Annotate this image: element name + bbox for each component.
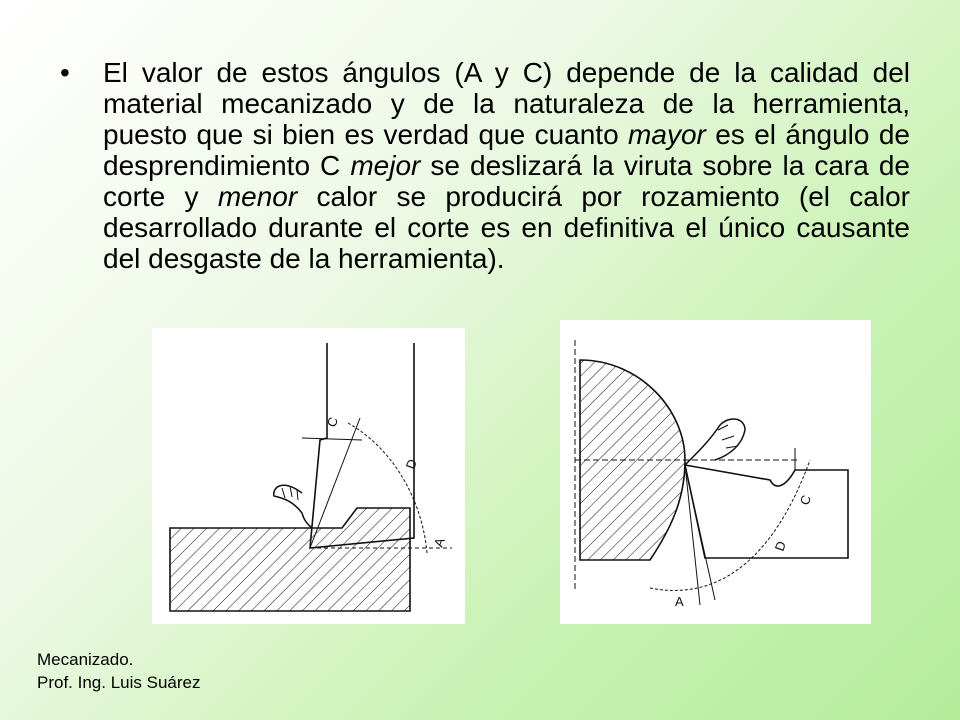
- paragraph-part-2: es el ángulo de desprendimiento C: [103, 119, 910, 181]
- bullet-point: •: [60, 57, 70, 88]
- right-label-a: A: [675, 594, 684, 609]
- paragraph-part-4: calor se producirá por rozamiento (el calor desarrollado durante el corte es en definitiva el único causante del desgaste de la herramienta).: [103, 181, 910, 274]
- footer-author: Prof. Ing. Luis Suárez: [37, 673, 201, 692]
- left-label-a: A: [430, 535, 448, 550]
- figure-right-cutting-tool: [560, 320, 871, 624]
- emphasis-mayor: mayor: [628, 119, 706, 150]
- paragraph-part-1: El valor de estos ángulos (A y C) depende de la calidad del material mecanizado y de la naturaleza de la herramienta, puesto que si bien es verdad que cuanto: [103, 57, 910, 150]
- right-label-d: D: [771, 539, 790, 554]
- paragraph-part-3: se deslizará la viruta sobre la cara de corte y: [103, 150, 910, 212]
- emphasis-menor: menor: [217, 181, 298, 212]
- left-label-c: C: [323, 415, 342, 430]
- paragraph: [103, 57, 910, 274]
- emphasis-mejor: mejor: [350, 150, 421, 181]
- figure-left-cutting-tool: [152, 328, 465, 624]
- body-text: [60, 57, 910, 274]
- right-label-c: C: [796, 493, 815, 508]
- footer-course: Mecanizado.: [37, 650, 134, 669]
- footer: [37, 648, 200, 694]
- left-label-d: D: [402, 457, 421, 472]
